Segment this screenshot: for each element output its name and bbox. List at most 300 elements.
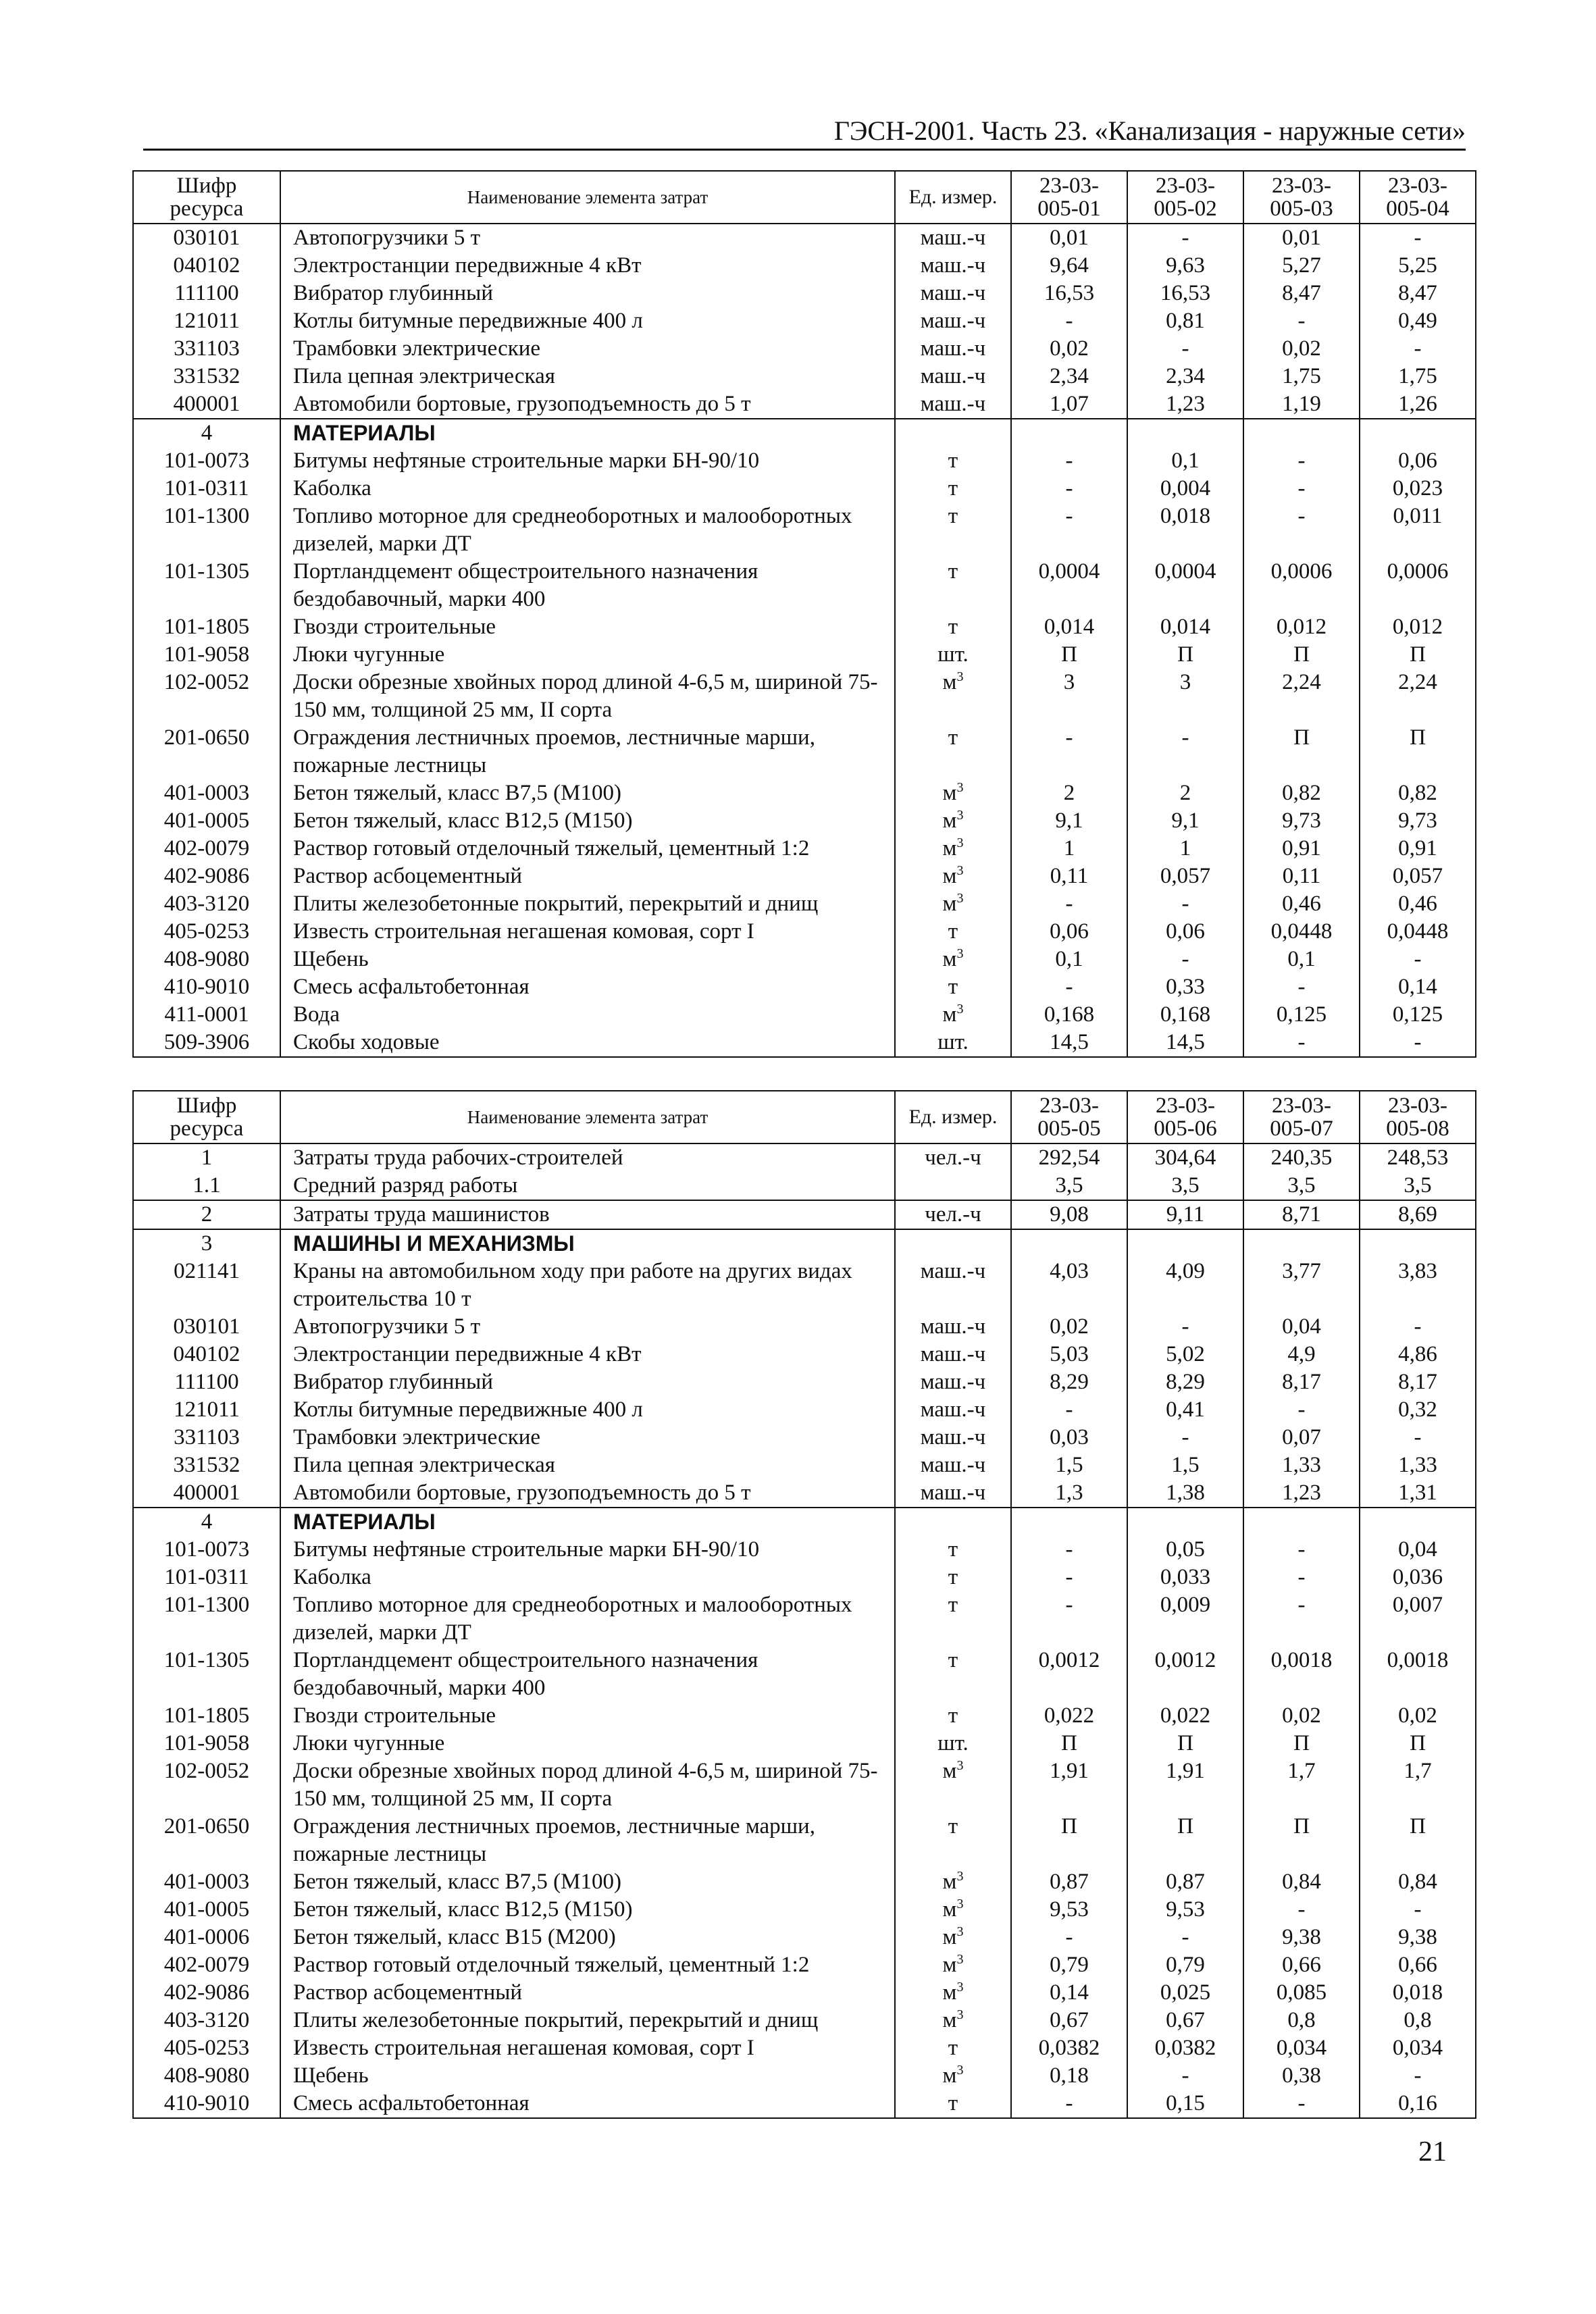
resource-code: 403-3120 — [133, 2007, 280, 2034]
value-col-3: 0,125 — [1243, 1001, 1360, 1029]
value-col-1: 0,1 — [1011, 946, 1127, 973]
table-row — [133, 1868, 1476, 1896]
value-col-2: 1,38 — [1127, 1479, 1243, 1508]
value-col-3: 0,11 — [1243, 863, 1360, 890]
unit-of-measure: т — [895, 1702, 1011, 1730]
unit-of-measure: т — [895, 1591, 1011, 1647]
unit-of-measure: т — [895, 1647, 1011, 1702]
value-col-1: 1,3 — [1011, 1479, 1127, 1508]
header-col-2: 23-03- 005-06 — [1127, 1091, 1243, 1143]
value-col-4: 9,38 — [1360, 1924, 1476, 1951]
unit-of-measure: $м^3$ — [895, 890, 1011, 918]
resource-name: Каболка — [280, 1564, 895, 1591]
value-col-1: 2 — [1011, 779, 1127, 807]
value-col-4 — [1360, 1508, 1476, 1536]
unit-of-measure: $м^3$ — [895, 779, 1011, 807]
unit-of-measure — [895, 419, 1011, 447]
table-row — [133, 1896, 1476, 1924]
unit-of-measure: т — [895, 613, 1011, 641]
value-col-1: 3,5 — [1011, 1172, 1127, 1200]
resource-code: 405-0253 — [133, 2034, 280, 2062]
value-col-2: 9,53 — [1127, 1896, 1243, 1924]
header-name: Наименование элемента затрат — [280, 171, 895, 224]
resource-name: Средний разряд работы — [280, 1172, 895, 1200]
value-col-3: 240,35 — [1243, 1143, 1360, 1172]
header-name: Наименование элемента затрат — [280, 1091, 895, 1143]
value-col-1 — [1011, 1229, 1127, 1258]
value-col-2: 9,11 — [1127, 1200, 1243, 1229]
resource-name: Бетон тяжелый, класс В7,5 (М100) — [280, 779, 895, 807]
unit-of-measure: шт. — [895, 641, 1011, 669]
value-col-2: - — [1127, 1424, 1243, 1451]
value-col-4: 1,75 — [1360, 363, 1476, 390]
unit-of-measure: $м^3$ — [895, 1896, 1011, 1924]
resource-code: 121011 — [133, 1396, 280, 1424]
table-row — [133, 1258, 1476, 1313]
resource-name: Известь строительная негашеная комовая, сорт I — [280, 918, 895, 946]
unit-of-measure: маш.-ч — [895, 1396, 1011, 1424]
table-row — [133, 613, 1476, 641]
value-col-2: 0,81 — [1127, 307, 1243, 335]
table-row — [133, 1536, 1476, 1564]
unit-of-measure: $м^3$ — [895, 1924, 1011, 1951]
resource-code: 410-9010 — [133, 2090, 280, 2118]
unit-of-measure: маш.-ч — [895, 252, 1011, 280]
value-col-4: 0,007 — [1360, 1591, 1476, 1647]
resource-name: Автопогрузчики 5 т — [280, 224, 895, 252]
resource-name: Раствор асбоцементный — [280, 1979, 895, 2007]
value-col-2: - — [1127, 946, 1243, 973]
resource-name: Котлы битумные передвижные 400 л — [280, 307, 895, 335]
value-col-1 — [1011, 419, 1127, 447]
header-unit: Ед. измер. — [895, 1091, 1011, 1143]
resource-code: 509-3906 — [133, 1029, 280, 1057]
value-col-3 — [1243, 1229, 1360, 1258]
value-col-1: - — [1011, 1396, 1127, 1424]
value-col-4: 0,04 — [1360, 1536, 1476, 1564]
value-col-1: 1,07 — [1011, 390, 1127, 419]
value-col-3: 0,91 — [1243, 835, 1360, 863]
resource-code: 021141 — [133, 1258, 280, 1313]
resource-name: Гвозди строительные — [280, 613, 895, 641]
resource-name: Раствор асбоцементный — [280, 863, 895, 890]
unit-of-measure: $м^3$ — [895, 946, 1011, 973]
value-col-1: - — [1011, 503, 1127, 558]
table-row — [133, 1924, 1476, 1951]
value-col-1: - — [1011, 1591, 1127, 1647]
value-col-1: - — [1011, 307, 1127, 335]
value-col-2: 2 — [1127, 779, 1243, 807]
value-col-2: 14,5 — [1127, 1029, 1243, 1057]
value-col-4: - — [1360, 335, 1476, 363]
resource-code: 101-0073 — [133, 1536, 280, 1564]
value-col-1: - — [1011, 973, 1127, 1001]
value-col-4: - — [1360, 224, 1476, 252]
value-col-4: 1,33 — [1360, 1451, 1476, 1479]
unit-of-measure: чел.-ч — [895, 1200, 1011, 1229]
resource-name: Люки чугунные — [280, 1730, 895, 1757]
value-col-1: 3 — [1011, 669, 1127, 724]
unit-of-measure: маш.-ч — [895, 307, 1011, 335]
resource-code: 040102 — [133, 1341, 280, 1368]
resource-name: Трамбовки электрические — [280, 335, 895, 363]
value-col-3: - — [1243, 2090, 1360, 2118]
unit-of-measure: $м^3$ — [895, 863, 1011, 890]
resource-name: Ограждения лестничных проемов, лестничные марши, пожарные лестницы — [280, 1813, 895, 1868]
value-col-4: П — [1360, 724, 1476, 779]
value-col-2: 0,06 — [1127, 918, 1243, 946]
resource-name: Смесь асфальтобетонная — [280, 973, 895, 1001]
value-col-2: 3 — [1127, 669, 1243, 724]
unit-of-measure: т — [895, 1564, 1011, 1591]
value-col-3: 0,38 — [1243, 2062, 1360, 2090]
value-col-1: 4,03 — [1011, 1258, 1127, 1313]
value-col-2: 0,87 — [1127, 1868, 1243, 1896]
value-col-2: 0,057 — [1127, 863, 1243, 890]
resource-code: 401-0003 — [133, 779, 280, 807]
value-col-3: 1,75 — [1243, 363, 1360, 390]
table-row — [133, 669, 1476, 724]
resource-code: 101-1805 — [133, 613, 280, 641]
value-col-2: 16,53 — [1127, 280, 1243, 307]
value-col-1: 14,5 — [1011, 1029, 1127, 1057]
table-row — [133, 1029, 1476, 1057]
table-row — [133, 1001, 1476, 1029]
resource-code: 101-0073 — [133, 447, 280, 475]
value-col-3: 0,02 — [1243, 1702, 1360, 1730]
resource-code: 201-0650 — [133, 724, 280, 779]
value-col-2: 0,009 — [1127, 1591, 1243, 1647]
resource-name: Автомобили бортовые, грузоподъемность до 5 т — [280, 390, 895, 419]
header-col-3: 23-03- 005-07 — [1243, 1091, 1360, 1143]
resource-name: Каболка — [280, 475, 895, 503]
value-col-1: 8,29 — [1011, 1368, 1127, 1396]
resource-name: Затраты труда машинистов — [280, 1200, 895, 1229]
value-col-4: 0,46 — [1360, 890, 1476, 918]
value-col-2: 0,014 — [1127, 613, 1243, 641]
table-row — [133, 1979, 1476, 2007]
resource-name: Бетон тяжелый, класс В12,5 (М150) — [280, 1896, 895, 1924]
value-col-3: 9,38 — [1243, 1924, 1360, 1951]
resource-name: Пила цепная электрическая — [280, 363, 895, 390]
resource-code: 401-0005 — [133, 807, 280, 835]
value-col-4: 0,16 — [1360, 2090, 1476, 2118]
unit-of-measure: т — [895, 973, 1011, 1001]
value-col-1: 0,014 — [1011, 613, 1127, 641]
value-col-2: 0,41 — [1127, 1396, 1243, 1424]
value-col-2: 0,033 — [1127, 1564, 1243, 1591]
value-col-2: 304,64 — [1127, 1143, 1243, 1172]
table-row — [133, 1451, 1476, 1479]
value-col-2: 0,67 — [1127, 2007, 1243, 2034]
value-col-4: 0,02 — [1360, 1702, 1476, 1730]
value-col-1: 9,08 — [1011, 1200, 1127, 1229]
value-col-3: 0,07 — [1243, 1424, 1360, 1451]
value-col-2: 0,1 — [1127, 447, 1243, 475]
value-col-3: 3,5 — [1243, 1172, 1360, 1200]
value-col-4: 0,018 — [1360, 1979, 1476, 2007]
resource-name: Доски обрезные хвойных пород длиной 4-6,5 м, шириной 75-150 мм, толщиной 25 мм, II сорта — [280, 1757, 895, 1813]
value-col-4: 0,0448 — [1360, 918, 1476, 946]
value-col-1: - — [1011, 1924, 1127, 1951]
value-col-3: - — [1243, 307, 1360, 335]
unit-of-measure: $м^3$ — [895, 835, 1011, 863]
value-col-4: - — [1360, 1424, 1476, 1451]
value-col-2: 0,05 — [1127, 1536, 1243, 1564]
value-col-3: - — [1243, 1896, 1360, 1924]
value-col-1: П — [1011, 1730, 1127, 1757]
resource-name: Трамбовки электрические — [280, 1424, 895, 1451]
value-col-3 — [1243, 419, 1360, 447]
table-row — [133, 363, 1476, 390]
resource-code: 101-0311 — [133, 1564, 280, 1591]
table-row — [133, 2090, 1476, 2118]
table-row — [133, 1341, 1476, 1368]
value-col-3 — [1243, 1508, 1360, 1536]
resource-name: Электростанции передвижные 4 кВт — [280, 252, 895, 280]
value-col-3: 1,23 — [1243, 1479, 1360, 1508]
table-row — [133, 1424, 1476, 1451]
table-row — [133, 890, 1476, 918]
table-row — [133, 447, 1476, 475]
table-row — [133, 503, 1476, 558]
value-col-3: 0,8 — [1243, 2007, 1360, 2034]
value-col-3: - — [1243, 1591, 1360, 1647]
resource-name: Портландцемент общестроительного назначения бездобавочный, марки 400 — [280, 558, 895, 613]
unit-of-measure: т — [895, 918, 1011, 946]
unit-of-measure: $м^3$ — [895, 2007, 1011, 2034]
value-col-4: 0,012 — [1360, 613, 1476, 641]
value-col-4: - — [1360, 2062, 1476, 2090]
value-col-4 — [1360, 1229, 1476, 1258]
table-row — [133, 224, 1476, 252]
value-col-3: 8,71 — [1243, 1200, 1360, 1229]
resource-code: 101-1305 — [133, 558, 280, 613]
value-col-2: 9,63 — [1127, 252, 1243, 280]
value-col-3: 0,0018 — [1243, 1647, 1360, 1702]
unit-of-measure: маш.-ч — [895, 363, 1011, 390]
resource-name: Портландцемент общестроительного назначения бездобавочный, марки 400 — [280, 1647, 895, 1702]
unit-of-measure: т — [895, 558, 1011, 613]
unit-of-measure: чел.-ч — [895, 1143, 1011, 1172]
resource-name: Вода — [280, 1001, 895, 1029]
value-col-3: 2,24 — [1243, 669, 1360, 724]
resource-code: 030101 — [133, 1313, 280, 1341]
value-col-2: 0,15 — [1127, 2090, 1243, 2118]
value-col-3: 0,0006 — [1243, 558, 1360, 613]
resource-name: Автомобили бортовые, грузоподъемность до 5 т — [280, 1479, 895, 1508]
resource-name: МАТЕРИАЛЫ — [280, 419, 895, 447]
resource-name: Битумы нефтяные строительные марки БН-90/10 — [280, 447, 895, 475]
value-col-1: 9,53 — [1011, 1896, 1127, 1924]
value-col-2: П — [1127, 641, 1243, 669]
unit-of-measure: маш.-ч — [895, 1479, 1011, 1508]
value-col-2: - — [1127, 2062, 1243, 2090]
value-col-2: 1,5 — [1127, 1451, 1243, 1479]
resource-name: Электростанции передвижные 4 кВт — [280, 1341, 895, 1368]
value-col-1: 0,02 — [1011, 1313, 1127, 1341]
resource-code: 101-1300 — [133, 1591, 280, 1647]
unit-of-measure: т — [895, 503, 1011, 558]
table-row — [133, 335, 1476, 363]
value-col-2: П — [1127, 1730, 1243, 1757]
value-col-3: 8,17 — [1243, 1368, 1360, 1396]
value-col-1: - — [1011, 1564, 1127, 1591]
value-col-1: 0,03 — [1011, 1424, 1127, 1451]
resource-name: Вибратор глубинный — [280, 280, 895, 307]
value-col-1: 5,03 — [1011, 1341, 1127, 1368]
value-col-3: 0,02 — [1243, 335, 1360, 363]
value-col-1: 0,022 — [1011, 1702, 1127, 1730]
table-row — [133, 475, 1476, 503]
value-col-4: 1,7 — [1360, 1757, 1476, 1813]
unit-of-measure — [895, 1172, 1011, 1200]
value-col-4: - — [1360, 1313, 1476, 1341]
table-row — [133, 1172, 1476, 1200]
table-row — [133, 280, 1476, 307]
value-col-2: - — [1127, 224, 1243, 252]
value-col-3: 9,73 — [1243, 807, 1360, 835]
value-col-1: 2,34 — [1011, 363, 1127, 390]
value-col-1: 292,54 — [1011, 1143, 1127, 1172]
value-col-3: - — [1243, 1396, 1360, 1424]
resource-name: Топливо моторное для среднеоборотных и малооборотных дизелей, марки ДТ — [280, 1591, 895, 1647]
value-col-2: 0,168 — [1127, 1001, 1243, 1029]
resource-code: 1 — [133, 1143, 280, 1172]
resource-name: Гвозди строительные — [280, 1702, 895, 1730]
value-col-4: 0,06 — [1360, 447, 1476, 475]
resource-code: 4 — [133, 419, 280, 447]
value-col-3: 1,7 — [1243, 1757, 1360, 1813]
value-col-1: П — [1011, 1813, 1127, 1868]
resource-name: Щебень — [280, 946, 895, 973]
value-col-1: 0,11 — [1011, 863, 1127, 890]
value-col-1: - — [1011, 1536, 1127, 1564]
table-row — [133, 1591, 1476, 1647]
unit-of-measure: $м^3$ — [895, 1868, 1011, 1896]
value-col-2: 0,0004 — [1127, 558, 1243, 613]
resource-code: 101-9058 — [133, 1730, 280, 1757]
value-col-4: 0,32 — [1360, 1396, 1476, 1424]
value-col-3: - — [1243, 1564, 1360, 1591]
resource-name: Бетон тяжелый, класс В15 (М200) — [280, 1924, 895, 1951]
value-col-1: 0,02 — [1011, 335, 1127, 363]
table-row — [133, 779, 1476, 807]
table-row — [133, 724, 1476, 779]
table-row — [133, 1143, 1476, 1172]
unit-of-measure: маш.-ч — [895, 280, 1011, 307]
value-col-3: 0,0448 — [1243, 918, 1360, 946]
resource-name: Известь строительная негашеная комовая, сорт I — [280, 2034, 895, 2062]
resource-name: Котлы битумные передвижные 400 л — [280, 1396, 895, 1424]
table-row — [133, 1951, 1476, 1979]
value-col-1 — [1011, 1508, 1127, 1536]
value-col-1: 0,67 — [1011, 2007, 1127, 2034]
value-col-2: 4,09 — [1127, 1258, 1243, 1313]
value-col-1: 0,06 — [1011, 918, 1127, 946]
resource-code: 111100 — [133, 1368, 280, 1396]
table-row — [133, 1813, 1476, 1868]
value-col-1: 0,79 — [1011, 1951, 1127, 1979]
table-row — [133, 252, 1476, 280]
value-col-1: 0,0004 — [1011, 558, 1127, 613]
value-col-3: - — [1243, 1029, 1360, 1057]
value-col-4: 0,66 — [1360, 1951, 1476, 1979]
value-col-1: 0,87 — [1011, 1868, 1127, 1896]
value-col-4: - — [1360, 1029, 1476, 1057]
resource-code: 102-0052 — [133, 1757, 280, 1813]
resource-code: 331532 — [133, 1451, 280, 1479]
resource-name: Смесь асфальтобетонная — [280, 2090, 895, 2118]
value-col-2: 0,022 — [1127, 1702, 1243, 1730]
resource-code: 408-9080 — [133, 946, 280, 973]
table-row — [133, 1564, 1476, 1591]
unit-of-measure: т — [895, 447, 1011, 475]
value-col-4: - — [1360, 946, 1476, 973]
unit-of-measure: маш.-ч — [895, 1424, 1011, 1451]
table-row — [133, 2062, 1476, 2090]
value-col-2: 8,29 — [1127, 1368, 1243, 1396]
table-row — [133, 863, 1476, 890]
value-col-2: - — [1127, 724, 1243, 779]
value-col-2 — [1127, 1508, 1243, 1536]
value-col-4: 248,53 — [1360, 1143, 1476, 1172]
value-col-3: П — [1243, 724, 1360, 779]
resource-code: 402-9086 — [133, 1979, 280, 2007]
value-col-4: 9,73 — [1360, 807, 1476, 835]
header-col-2: 23-03- 005-02 — [1127, 171, 1243, 224]
value-col-4: 5,25 — [1360, 252, 1476, 280]
unit-of-measure: $м^3$ — [895, 1951, 1011, 1979]
section-row — [133, 1229, 1476, 1258]
resource-name: Топливо моторное для среднеоборотных и малооборотных дизелей, марки ДТ — [280, 503, 895, 558]
value-col-4: 3,5 — [1360, 1172, 1476, 1200]
unit-of-measure: маш.-ч — [895, 335, 1011, 363]
resource-code: 201-0650 — [133, 1813, 280, 1868]
value-col-1: П — [1011, 641, 1127, 669]
value-col-2: - — [1127, 1313, 1243, 1341]
value-col-4: 0,023 — [1360, 475, 1476, 503]
value-col-3: - — [1243, 447, 1360, 475]
resource-code: 040102 — [133, 252, 280, 280]
resource-code: 331103 — [133, 1424, 280, 1451]
value-col-1: 9,1 — [1011, 807, 1127, 835]
header-row — [133, 1091, 1476, 1143]
resource-code: 402-9086 — [133, 863, 280, 890]
unit-of-measure: маш.-ч — [895, 390, 1011, 419]
table-row — [133, 641, 1476, 669]
value-col-2: - — [1127, 890, 1243, 918]
resource-code: 331532 — [133, 363, 280, 390]
unit-of-measure: маш.-ч — [895, 1341, 1011, 1368]
value-col-1: 0,168 — [1011, 1001, 1127, 1029]
value-col-4: 0,125 — [1360, 1001, 1476, 1029]
value-col-2 — [1127, 419, 1243, 447]
value-col-3: 1,19 — [1243, 390, 1360, 419]
value-col-1: 0,0382 — [1011, 2034, 1127, 2062]
value-col-2: - — [1127, 335, 1243, 363]
table-row — [133, 307, 1476, 335]
header-col-1: 23-03- 005-05 — [1011, 1091, 1127, 1143]
value-col-1: 1 — [1011, 835, 1127, 863]
page-number: 21 — [1418, 2136, 1447, 2167]
value-col-2: П — [1127, 1813, 1243, 1868]
section-row — [133, 419, 1476, 447]
value-col-2: 0,79 — [1127, 1951, 1243, 1979]
value-col-3: П — [1243, 1730, 1360, 1757]
unit-of-measure: т — [895, 1813, 1011, 1868]
unit-of-measure: т — [895, 2090, 1011, 2118]
